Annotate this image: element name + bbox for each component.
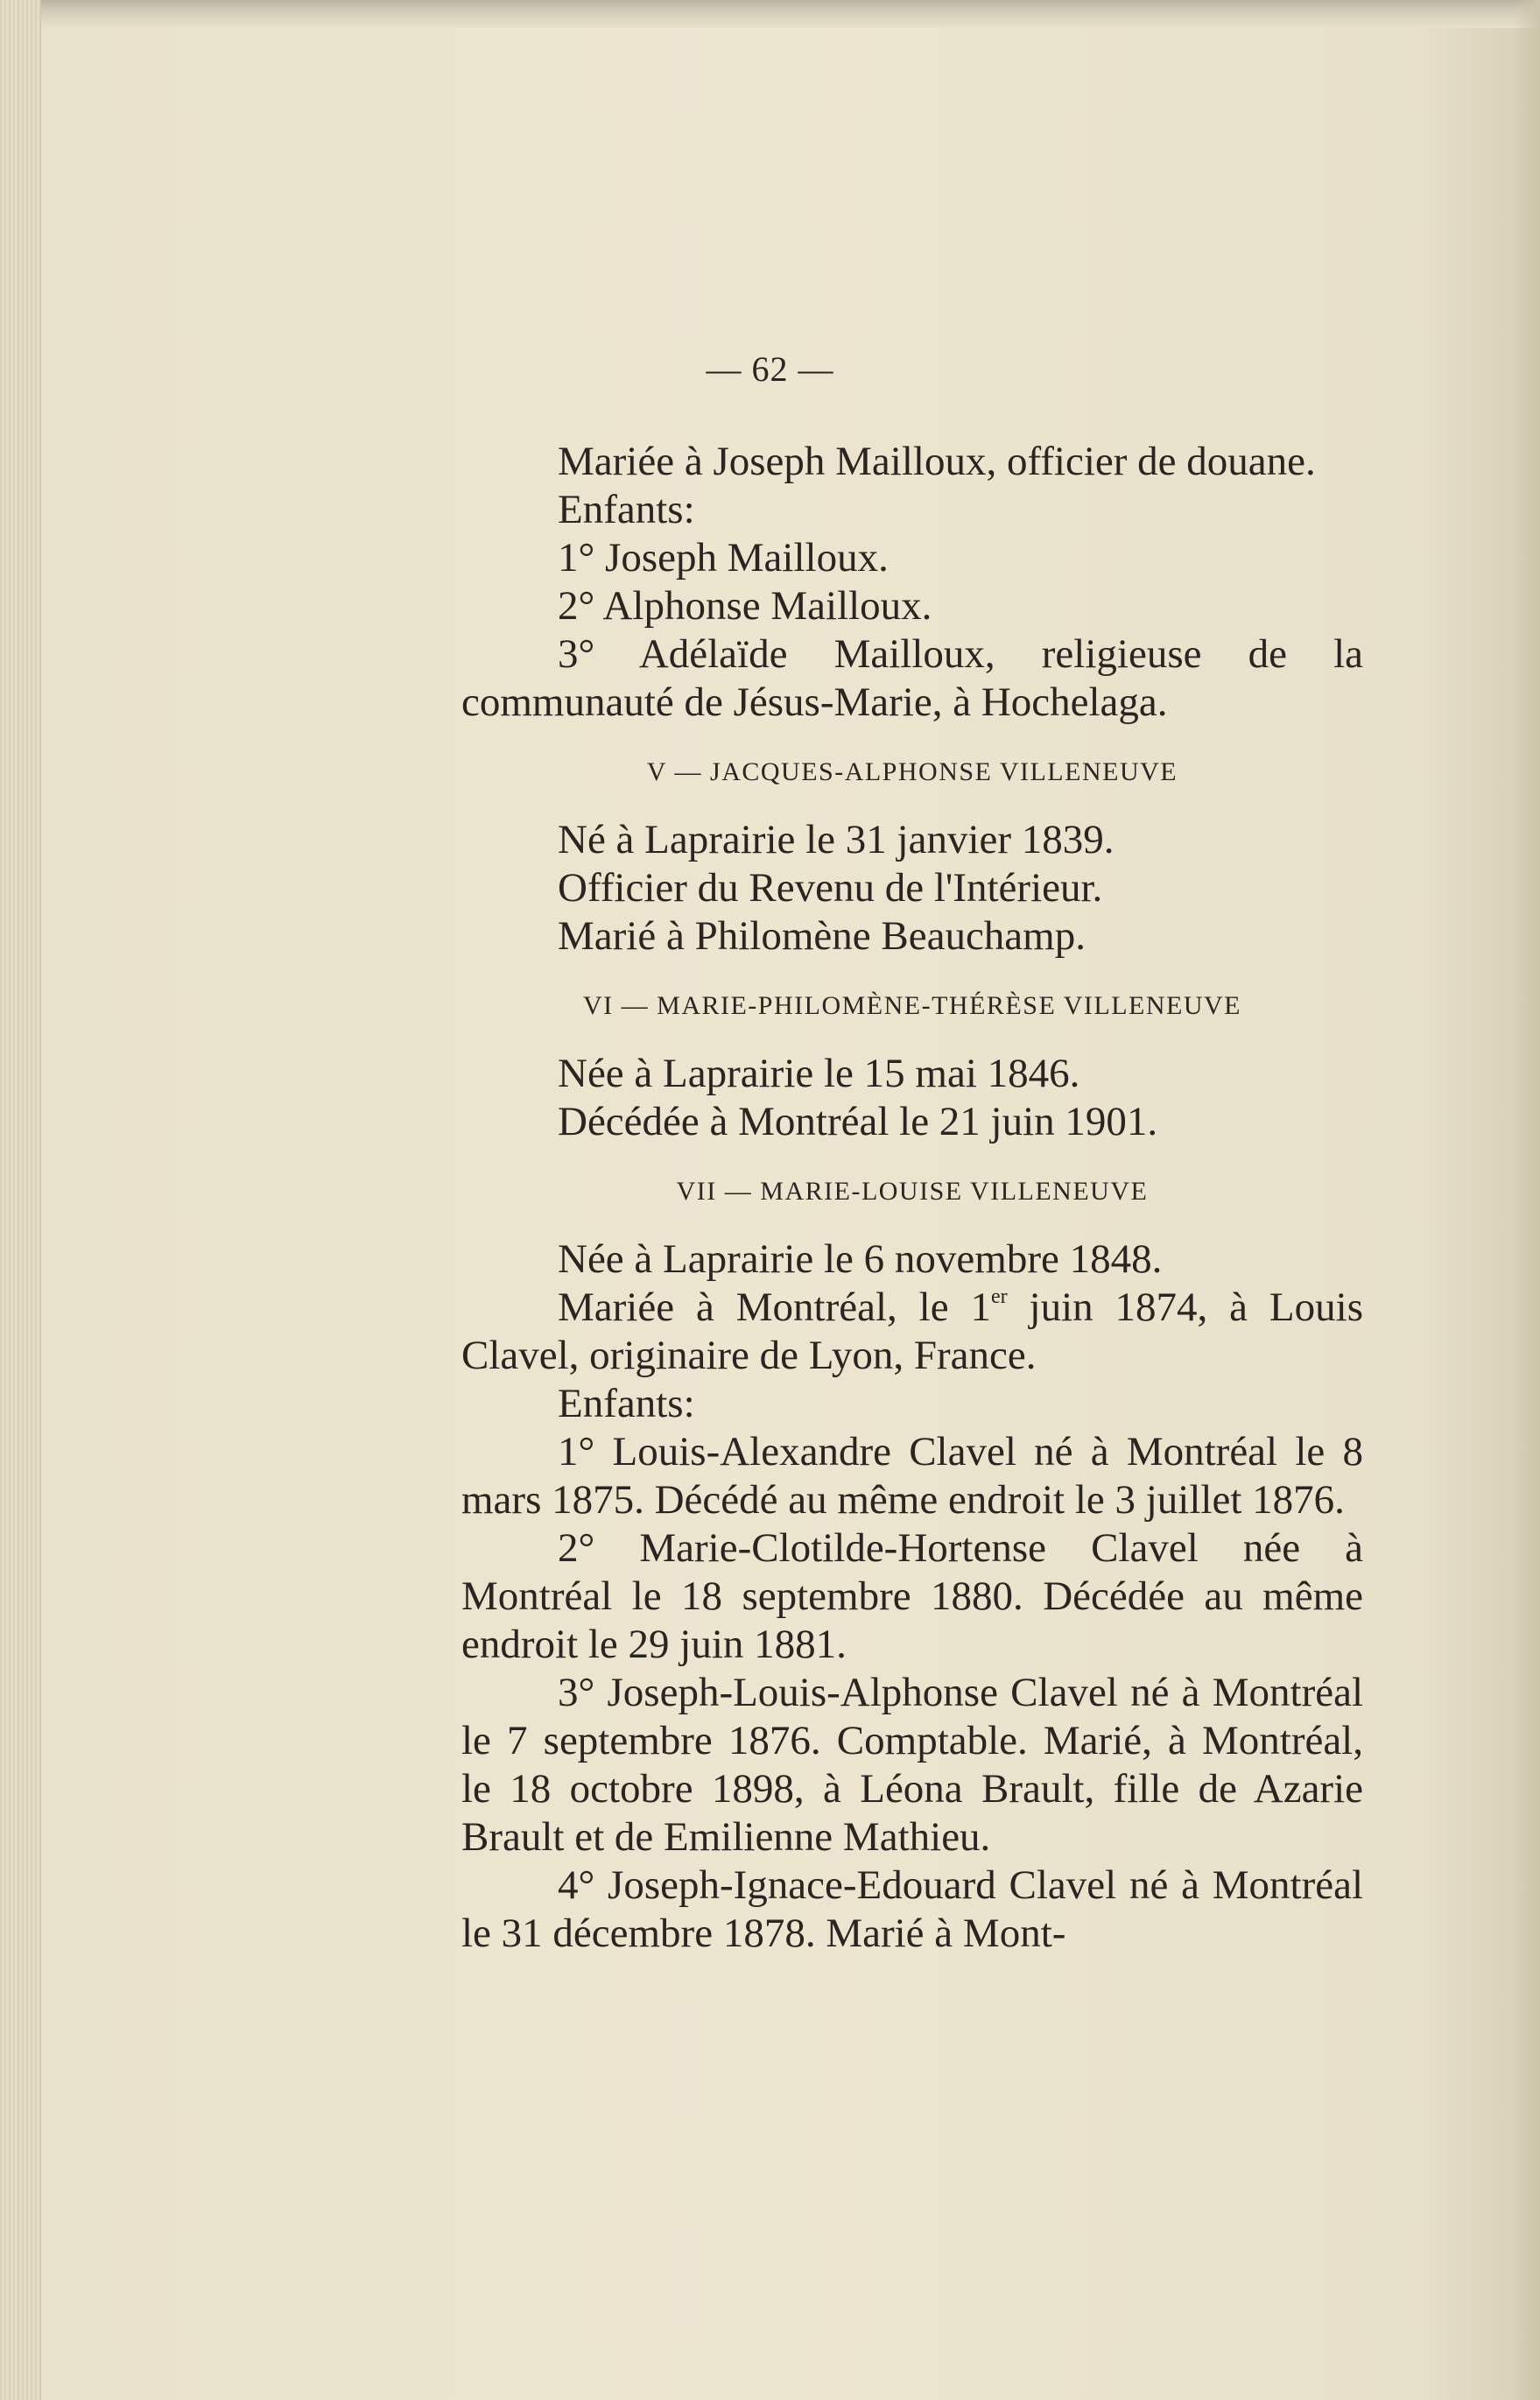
enfants-label: Enfants: — [558, 1381, 695, 1426]
section-heading-vii: VII — MARIE-LOUISE VILLENEUVE — [676, 1177, 1149, 1206]
section-line: Née à Laprairie le 15 mai 1846. — [558, 1051, 1080, 1096]
ordinal-superscript: er — [990, 1285, 1008, 1308]
enfants-label: Enfants: — [558, 487, 695, 532]
page-body — [461, 438, 1363, 1958]
child-entry: 3° Adélaïde Mailloux, religieuse de la communauté de Jésus-Marie, à Hochelaga. — [461, 631, 1363, 725]
section-line: Officier du Revenu de l'Intérieur. — [558, 865, 1103, 911]
marriage-text-start: Mariée à Montréal, le 1 — [558, 1284, 991, 1330]
section-line: Décédée à Montréal le 21 juin 1901. — [558, 1099, 1158, 1144]
section-line: Née à Laprairie le 6 novembre 1848. — [558, 1236, 1163, 1282]
section-heading-vi: VI — MARIE-PHILOMÈNE-THÉRÈSE VILLENEUVE — [582, 991, 1241, 1020]
child-entry: 2° Alphonse Mailloux. — [558, 583, 932, 629]
child-entry: 1° Joseph Mailloux. — [558, 535, 889, 581]
section-heading-v: V — JACQUES-ALPHONSE VILLENEUVE — [646, 757, 1178, 786]
paragraph-marriage-clavel — [461, 1284, 1363, 1380]
section-line: Marié à Philomène Beauchamp. — [558, 913, 1086, 959]
child-entry: 3° Joseph-Louis-Alphonse Clavel né à Montréal le 7 septembre 1876. Comptable. Marié, à Montréal, le 18 octobre 1898, à Léona Brault, fille de Azarie Brault et de Emilienne Mathieu. — [461, 1670, 1363, 1860]
child-entry: 4° Joseph-Ignace-Edouard Clavel né à Montréal le 31 décembre 1878. Marié à Mont- — [461, 1862, 1363, 1956]
page-number: — 62 — — [706, 349, 834, 389]
marriage-text-end: juin 1874, à Louis Clavel, originaire de Lyon, France. — [461, 1284, 1363, 1378]
child-entry: 2° Marie-Clotilde-Hortense Clavel née à Montréal le 18 septembre 1880. Décédée au même endroit le 29 juin 1881. — [461, 1525, 1363, 1667]
section-line: Né à Laprairie le 31 janvier 1839. — [558, 817, 1115, 862]
child-entry: 1° Louis-Alexandre Clavel né à Montréal le 8 mars 1875. Décédé au même endroit le 3 juillet 1876. — [461, 1429, 1363, 1523]
paragraph-marriage-mailloux: Mariée à Joseph Mailloux, officier de douane. — [558, 439, 1316, 484]
page-top-edge — [0, 0, 1540, 28]
